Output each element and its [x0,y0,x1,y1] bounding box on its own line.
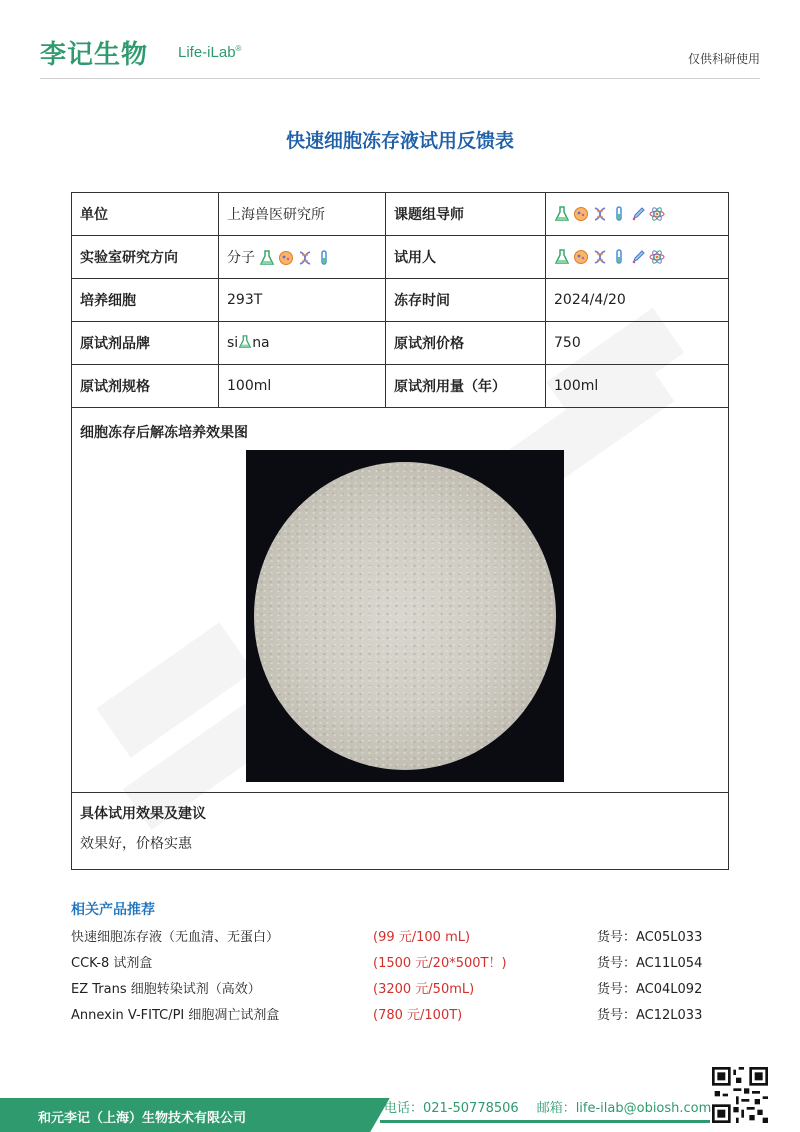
pipette-icon [630,206,646,222]
feedback-text: 效果好，价格实惠 [80,836,192,852]
document-title: 快速细胞冻存液试用反馈表 [285,130,514,152]
microscope-cell-image [246,450,564,782]
dna-icon [297,250,313,266]
atom-icon [649,249,665,265]
cell-value-annual-usage: 100ml [546,365,729,408]
test-tube-icon [611,249,627,265]
product-price: (1500 元/20*500T！) [373,956,507,971]
product-code: 货号：AC05L033 [597,930,703,945]
research-use-only-note: 仅供科研使用 [687,52,760,66]
test-tube-icon [316,250,332,266]
cell-texture [254,462,556,770]
brand-text-start: si [227,335,239,351]
flask-icon [554,249,570,265]
redaction-icons [554,206,665,222]
brand-logo-english: Life-iLab® [178,44,242,61]
product-code: 货号：AC11L054 [597,956,703,971]
list-item [71,1004,731,1030]
cell-label-trial-user: 试用人 [386,236,546,279]
cell-label-unit: 单位 [72,193,219,236]
cell-value-original-brand [219,322,386,365]
related-products-title: 相关产品推荐 [71,902,155,918]
redaction-icon [238,335,252,351]
contact-info [384,1097,711,1116]
list-item [71,952,731,978]
cell-label-freeze-date: 冻存时间 [386,279,546,322]
cell-value-supervisor [546,193,729,236]
petri-dish-icon [573,249,589,265]
brand-text-end: na [252,335,270,351]
cell-label-annual-usage: 原试剂用量（年） [386,365,546,408]
header-divider [40,78,760,79]
product-name: Annexin V-FITC/PI 细胞凋亡试剂盒 [71,1008,280,1023]
cell-label-original-spec: 原试剂规格 [72,365,219,408]
research-direction-text: 分子 [227,250,255,266]
cell-value-cultured-cells: 293T [219,279,386,322]
product-price: (3200 元/50mL) [373,982,475,997]
trial-info-table [71,192,729,408]
cell-label-original-price: 原试剂价格 [386,322,546,365]
product-name: EZ Trans 细胞转染试剂（高效） [71,982,261,997]
cell-value-original-spec: 100ml [219,365,386,408]
related-products-list [71,926,731,1030]
list-item [71,926,731,952]
cell-value-trial-user [546,236,729,279]
pipette-icon [630,249,646,265]
atom-icon [649,206,665,222]
table-row [72,236,729,279]
table-row [72,193,729,236]
phone-number: 电话：021-50778506 [384,1101,519,1116]
cell-value-research-direction [219,236,386,279]
flask-icon [238,335,252,349]
redaction-icons [259,250,332,266]
product-code: 货号：AC12L033 [597,1008,703,1023]
flask-icon [259,250,275,266]
dna-icon [592,249,608,265]
cell-value-unit: 上海兽医研究所 [219,193,386,236]
dna-icon [592,206,608,222]
table-row [72,365,729,408]
cell-label-original-brand: 原试剂品牌 [72,322,219,365]
petri-dish-icon [278,250,294,266]
page-header [0,0,800,80]
product-code: 货号：AC04L092 [597,982,703,997]
email-address[interactable]: 邮箱：life-ilab@obiosh.com [536,1101,712,1116]
redaction-icons [554,249,665,265]
product-name: 快速细胞冻存液（无血清、无蛋白） [71,930,280,945]
footer-line [380,1120,710,1123]
image-section-label: 细胞冻存后解冻培养效果图 [80,425,248,441]
table-row [72,322,729,365]
product-price: (780 元/100T) [373,1008,463,1023]
cell-label-supervisor: 课题组导师 [386,193,546,236]
list-item [71,978,731,1004]
product-name: CCK-8 试剂盒 [71,956,153,971]
company-name: 和元李记（上海）生物技术有限公司 [38,1111,247,1126]
feedback-title: 具体试用效果及建议 [80,806,206,822]
petri-dish-icon [573,206,589,222]
test-tube-icon [611,206,627,222]
flask-icon [554,206,570,222]
cell-label-research-direction: 实验室研究方向 [72,236,219,279]
thaw-culture-image-section [71,406,729,793]
product-price: (99 元/100 mL) [373,930,471,945]
brand-logo-chinese: 李记生物 [40,40,149,70]
cell-value-freeze-date: 2024/4/20 [546,279,729,322]
cell-value-original-price: 750 [546,322,729,365]
cell-label-cultured-cells: 培养细胞 [72,279,219,322]
qr-code-icon [712,1067,768,1123]
table-row [72,279,729,322]
feedback-section [71,792,729,870]
